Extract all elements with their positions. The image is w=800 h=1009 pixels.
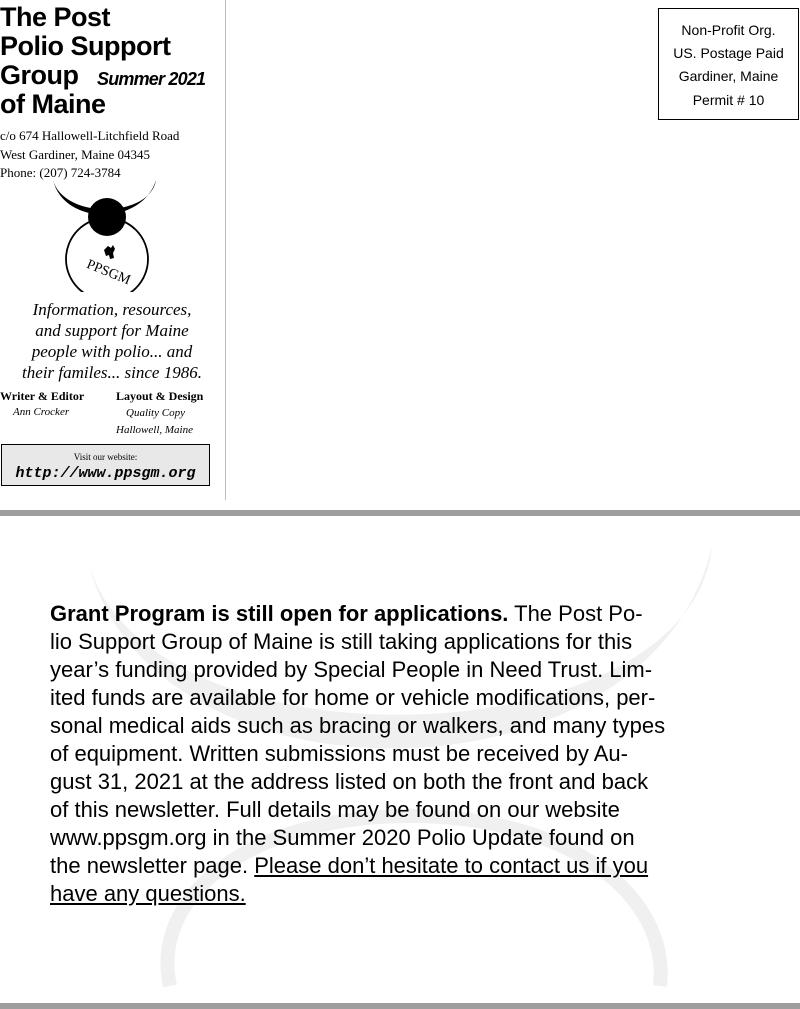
edition-label: Summer 2021 bbox=[97, 69, 206, 89]
tagline-line: people with polio... and bbox=[31, 342, 193, 361]
address-line: c/o 674 Hallowell-Litchfield Road bbox=[0, 128, 180, 143]
article-line: the newsletter page. bbox=[50, 853, 255, 878]
postage-line: Non-Profit Org. bbox=[681, 22, 776, 38]
article-line: year’s funding provided by Special People in Need Trust. Lim- bbox=[50, 657, 653, 682]
contact-note: Please don’t hesitate to contact us if you bbox=[254, 853, 649, 878]
article-line: lio Support Group of Maine is still taking applications for this bbox=[50, 629, 633, 654]
article-line: ited funds are available for home or vehicle modifications, per- bbox=[50, 685, 656, 710]
postage-line: Permit # 10 bbox=[692, 92, 765, 108]
article-line: of this newsletter. Full details may be found on our website bbox=[50, 797, 620, 822]
address-line: West Gardiner, Maine 04345 bbox=[0, 147, 151, 162]
website-link[interactable]: http://www.ppsgm.org bbox=[15, 465, 196, 482]
logo-text: PPSGM bbox=[84, 257, 133, 289]
article-line: of equipment. Written submissions must be received by Au- bbox=[50, 741, 628, 766]
ppsgm-logo bbox=[50, 180, 160, 292]
article-line: The Post Po- bbox=[508, 601, 643, 626]
bottom-rule bbox=[0, 1003, 800, 1009]
article-line: gust 31, 2021 at the address listed on both the front and back bbox=[50, 769, 649, 794]
masthead-title-line: Polio Support bbox=[0, 31, 171, 61]
masthead-divider bbox=[225, 0, 226, 500]
postage-indicia bbox=[658, 8, 799, 120]
writer-heading: Writer & Editor bbox=[0, 389, 85, 403]
article-line: www.ppsgm.org in the Summer 2020 Polio Update found on bbox=[50, 825, 635, 850]
grant-program-article bbox=[50, 600, 770, 908]
masthead-title-line: The Post bbox=[0, 2, 111, 32]
tagline-line: their familes... since 1986. bbox=[22, 363, 202, 382]
website-box bbox=[1, 444, 210, 486]
layout-credit-line: Hallowell, Maine bbox=[116, 424, 193, 436]
masthead-title-line: Group bbox=[0, 60, 79, 90]
contact-note: have any questions. bbox=[50, 881, 246, 906]
postage-line: Gardiner, Maine bbox=[678, 68, 779, 84]
tagline bbox=[0, 299, 224, 383]
phone-line: Phone: (207) 724-3784 bbox=[0, 165, 121, 180]
masthead bbox=[0, 0, 224, 500]
layout-heading: Layout & Design bbox=[116, 389, 204, 403]
postage-line: US. Postage Paid bbox=[673, 45, 784, 61]
tagline-line: and support for Maine bbox=[35, 321, 189, 340]
article-lead: Grant Program is still open for applications. bbox=[50, 601, 509, 626]
website-label: Visit our website: bbox=[73, 452, 138, 462]
tagline-line: Information, resources, bbox=[32, 300, 192, 319]
article-line: sonal medical aids such as bracing or walkers, and many types bbox=[50, 713, 666, 738]
writer-name: Ann Crocker bbox=[13, 406, 70, 418]
masthead-title-line: of Maine bbox=[0, 89, 106, 119]
layout-credit-line: Quality Copy bbox=[126, 407, 185, 419]
